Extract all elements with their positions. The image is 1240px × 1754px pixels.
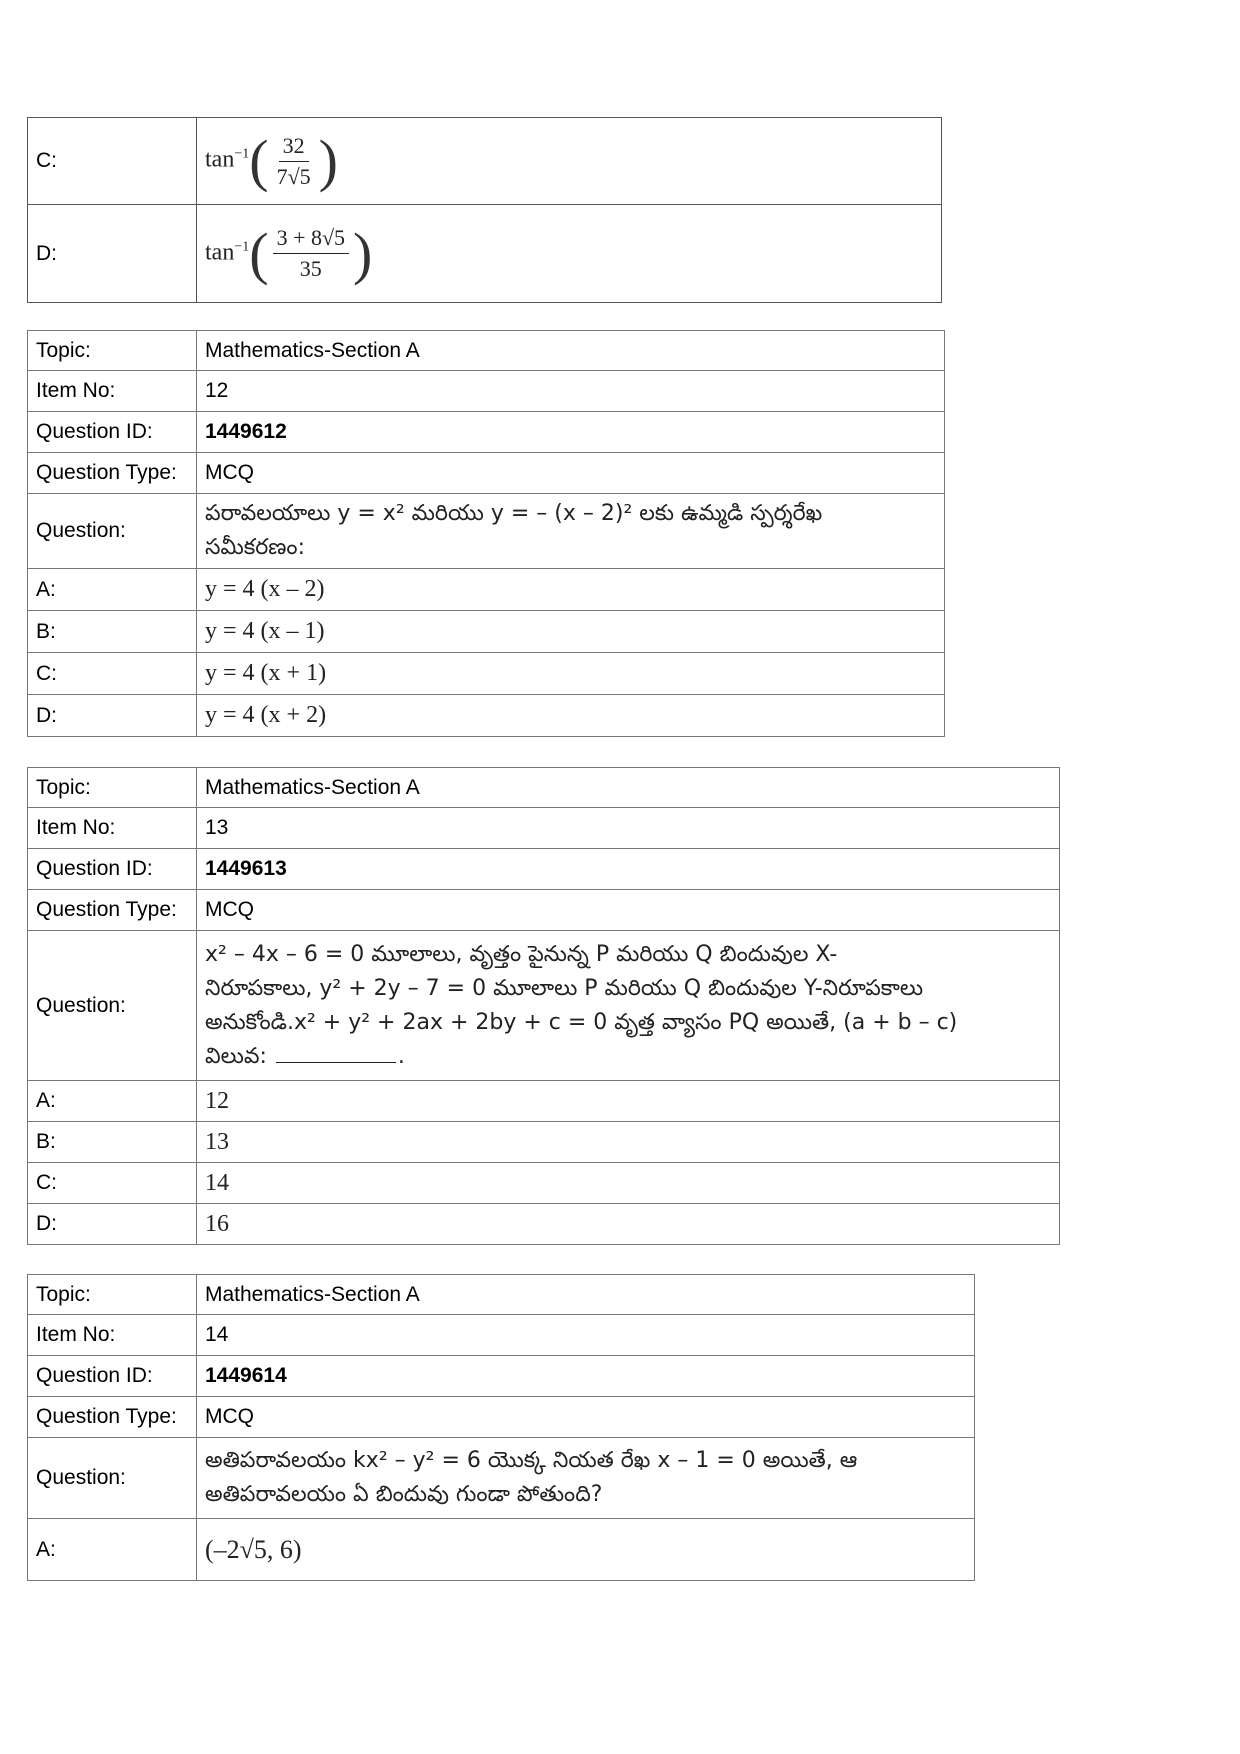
question-id-label: Question ID: — [28, 412, 197, 453]
item-label: Item No: — [28, 371, 197, 412]
topic-label: Topic: — [28, 331, 197, 371]
option-label: D: — [28, 1204, 197, 1245]
answer-blank — [276, 1062, 396, 1063]
option-row-c — [28, 1163, 1060, 1204]
option-label: C: — [28, 1163, 197, 1204]
question-id-value: 1449612 — [205, 420, 287, 443]
inverse-exponent: −1 — [234, 239, 250, 255]
question-id-value: 1449613 — [205, 857, 287, 880]
question-type-value: MCQ — [197, 453, 945, 494]
topic-row — [28, 768, 1060, 808]
question-type-row — [28, 453, 945, 494]
item-value: 12 — [197, 371, 945, 412]
question-text — [197, 1438, 975, 1519]
question-type-label: Question Type: — [28, 890, 197, 931]
option-label: D: — [28, 205, 197, 303]
left-paren: ( — [249, 128, 269, 193]
tan-func: tan — [205, 146, 235, 173]
question-type-label: Question Type: — [28, 453, 197, 494]
question-type-row — [28, 1397, 975, 1438]
topic-value: Mathematics-Section A — [197, 768, 1060, 808]
option-value: y = 4 (x – 1) — [197, 611, 945, 653]
option-value: 14 — [197, 1163, 1060, 1204]
option-row-a — [28, 569, 945, 611]
topic-row — [28, 1275, 975, 1315]
right-paren: ) — [318, 128, 338, 193]
option-row-a — [28, 1081, 1060, 1122]
question-id-label: Question ID: — [28, 849, 197, 890]
question-type-row — [28, 890, 1060, 931]
item-row — [28, 1315, 975, 1356]
question-text — [197, 494, 945, 569]
item-value: 13 — [197, 808, 1060, 849]
option-value: y = 4 (x + 2) — [197, 695, 945, 737]
question-id-row — [28, 412, 945, 453]
option-row-c — [28, 653, 945, 695]
denominator: 7√5 — [276, 163, 311, 189]
item-value: 14 — [197, 1315, 975, 1356]
question-line: సమీకరణం: — [205, 535, 305, 560]
option-label: A: — [28, 569, 197, 611]
option-value-c — [197, 118, 942, 205]
question-line: x² – 4x – 6 = 0 మూలాలు, వృత్తం పైనున్న P మరియు Q బిందువుల X- — [205, 941, 838, 967]
question-table-14 — [27, 1274, 975, 1581]
question-type-value: MCQ — [197, 890, 1060, 931]
question-line: పరావలయాలు y = x² మరియు y = – (x – 2)² లకు ఉమ్మడి స్పర్శరేఖ — [205, 501, 823, 526]
topic-value: Mathematics-Section A — [197, 1275, 975, 1315]
fraction — [273, 225, 349, 282]
fraction — [273, 133, 315, 190]
right-paren: ) — [353, 220, 373, 286]
option-value: 13 — [197, 1122, 1060, 1163]
option-label: C: — [28, 653, 197, 695]
question-type-value: MCQ — [197, 1397, 975, 1438]
left-paren: ( — [249, 220, 269, 286]
option-value: (–2√5, 6) — [197, 1519, 975, 1581]
topic-label: Topic: — [28, 1275, 197, 1315]
option-row-d — [28, 1204, 1060, 1245]
topic-row — [28, 331, 945, 371]
option-label: A: — [28, 1081, 197, 1122]
question-line: నిరూపకాలు, y² + 2y – 7 = 0 మూలాలు P మరియు Q బిందువుల Y-నిరూపకాలు — [205, 975, 924, 1001]
numerator: 32 — [279, 133, 309, 162]
question-row — [28, 931, 1060, 1081]
question-id-row — [28, 1356, 975, 1397]
question-table-12 — [27, 330, 945, 737]
denominator: 35 — [299, 256, 322, 281]
option-label: D: — [28, 695, 197, 737]
question-text — [197, 931, 1060, 1081]
question-table-13 — [27, 767, 1060, 1245]
option-value: 12 — [197, 1081, 1060, 1122]
question-id-label: Question ID: — [28, 1356, 197, 1397]
option-label: C: — [28, 118, 197, 205]
option-label: B: — [28, 611, 197, 653]
question-line: అతిపరావలయం ఏ బిందువు గుండా పోతుంది? — [205, 1482, 603, 1507]
question-line: విలువ: . — [205, 1043, 405, 1069]
option-value: y = 4 (x – 2) — [197, 569, 945, 611]
option-value: 16 — [197, 1204, 1060, 1245]
question-line-text: విలువ: — [205, 1043, 267, 1069]
question-row — [28, 1438, 975, 1519]
question-row — [28, 494, 945, 569]
item-label: Item No: — [28, 808, 197, 849]
question-id-value: 1449614 — [205, 1364, 287, 1387]
topic-label: Topic: — [28, 768, 197, 808]
option-value: y = 4 (x + 1) — [197, 653, 945, 695]
inverse-exponent: −1 — [234, 146, 250, 162]
option-label: B: — [28, 1122, 197, 1163]
question-label: Question: — [28, 931, 197, 1081]
option-row-a — [28, 1519, 975, 1581]
option-row-c — [28, 118, 942, 205]
topic-value: Mathematics-Section A — [197, 331, 945, 371]
item-row — [28, 371, 945, 412]
option-value-d — [197, 205, 942, 303]
option-row-d — [28, 695, 945, 737]
option-row-b — [28, 1122, 1060, 1163]
question-line: అనుకోండి.x² + y² + 2ax + 2by + c = 0 వృత్త వ్యాసం PQ అయితే, (a + b – c) — [205, 1009, 958, 1035]
question-label: Question: — [28, 494, 197, 569]
question-line: అతిపరావలయం kx² – y² = 6 యొక్క నియత రేఖ x – 1 = 0 అయితే, ఆ — [205, 1448, 858, 1473]
option-row-b — [28, 611, 945, 653]
item-row — [28, 808, 1060, 849]
options-table-previous — [27, 117, 942, 303]
option-row-d — [28, 205, 942, 303]
question-type-label: Question Type: — [28, 1397, 197, 1438]
question-id-row — [28, 849, 1060, 890]
option-label: A: — [28, 1519, 197, 1581]
tan-func: tan — [205, 239, 235, 266]
numerator: 3 + 8√5 — [273, 225, 349, 254]
question-label: Question: — [28, 1438, 197, 1519]
item-label: Item No: — [28, 1315, 197, 1356]
